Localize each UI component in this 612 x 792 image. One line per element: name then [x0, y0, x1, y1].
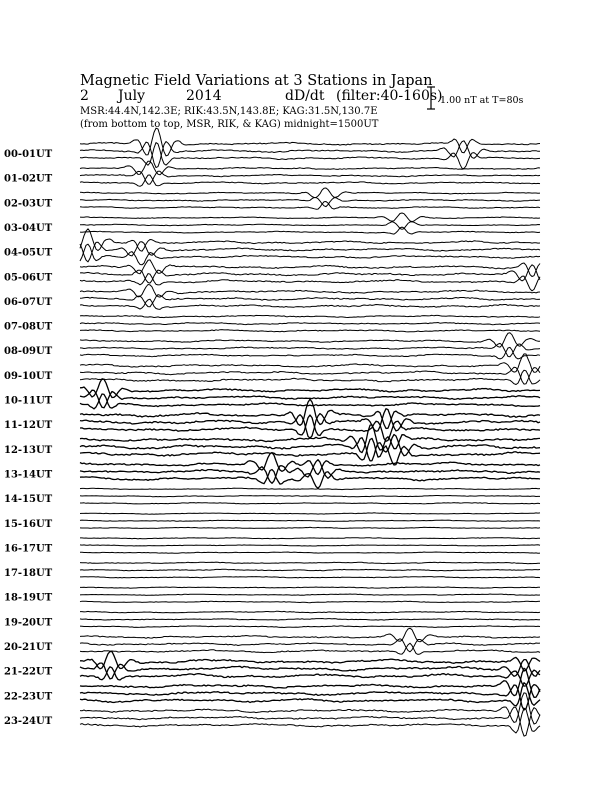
- trace-kag-18-19ut: [80, 587, 540, 588]
- trace-kag-00-01ut: [80, 128, 540, 156]
- hour-label: 20-21UT: [4, 642, 53, 653]
- hour-label: 07-08UT: [4, 321, 53, 333]
- hour-label: 13-14UT: [4, 469, 53, 481]
- hour-label: 15-16UT: [4, 518, 53, 530]
- trace-msr-23-24ut: [80, 708, 540, 733]
- hour-label: 03-04UT: [4, 222, 53, 234]
- trace-kag-07-08ut: [80, 315, 540, 317]
- trace-msr-14-15ut: [80, 503, 540, 504]
- hour-label: 04-05UT: [4, 247, 53, 259]
- hour-label: 18-19UT: [4, 592, 53, 604]
- hour-label: 09-10UT: [4, 370, 53, 382]
- hour-label: 00-01UT: [4, 149, 53, 160]
- hour-label: 08-09UT: [4, 346, 53, 358]
- hour-label: 01-02UT: [4, 173, 53, 185]
- trace-msr-07-08ut: [80, 330, 540, 332]
- trace-rik-01-02ut: [80, 171, 540, 184]
- hour-label: 11-12UT: [4, 420, 53, 432]
- trace-rik-06-07ut: [80, 295, 540, 307]
- hour-label: 10-11UT: [4, 395, 53, 407]
- trace-msr-16-17ut: [80, 552, 540, 553]
- trace-msr-10-11ut: [80, 394, 540, 409]
- hour-label: 05-06UT: [4, 272, 53, 284]
- trace-kag-20-21ut: [80, 628, 540, 642]
- trace-rik-22-23ut: [80, 685, 540, 710]
- trace-kag-19-20ut: [80, 611, 540, 613]
- trace-rik-07-08ut: [80, 323, 540, 325]
- trace-kag-06-07ut: [80, 285, 540, 298]
- date-day: 2: [80, 88, 89, 104]
- trace-rik-18-19ut: [80, 594, 540, 595]
- trace-rik-20-21ut: [80, 639, 540, 652]
- hour-label: 14-15UT: [4, 494, 53, 506]
- filter-label: (filter:40-160s): [336, 88, 443, 104]
- trace-rik-03-04ut: [80, 222, 540, 230]
- hour-label: 16-17UT: [4, 543, 53, 555]
- trace-group: [80, 128, 540, 736]
- chart-header: [80, 73, 524, 130]
- hour-labels: [4, 149, 53, 727]
- trace-kag-02-03ut: [80, 188, 540, 198]
- hour-label: 19-20UT: [4, 617, 53, 629]
- trace-kag-03-04ut: [80, 213, 540, 222]
- trace-kag-15-16ut: [80, 513, 540, 515]
- trace-rik-16-17ut: [80, 545, 540, 546]
- trace-rik-14-15ut: [80, 496, 540, 497]
- trace-kag-14-15ut: [80, 488, 540, 490]
- trace-rik-09-10ut: [80, 367, 540, 384]
- trace-msr-06-07ut: [80, 299, 540, 309]
- trace-kag-10-11ut: [80, 379, 540, 398]
- hour-label: 21-22UT: [4, 666, 53, 678]
- hour-label: 23-24UT: [4, 715, 53, 727]
- trace-msr-03-04ut: [80, 227, 540, 234]
- scale-bar-label: 1.00 nT at T=80s: [440, 95, 524, 106]
- trace-msr-02-03ut: [80, 202, 540, 210]
- hour-label: 17-18UT: [4, 568, 53, 579]
- trace-kag-17-18ut: [80, 562, 540, 564]
- station-order-note: (from bottom to top, MSR, RIK, & KAG) midnight=1500UT: [80, 119, 379, 130]
- trace-msr-05-06ut: [80, 274, 540, 291]
- hour-label: 06-07UT: [4, 296, 53, 308]
- trace-msr-04-05ut: [80, 244, 540, 265]
- trace-msr-18-19ut: [80, 601, 540, 603]
- trace-rik-15-16ut: [80, 520, 540, 521]
- trace-rik-17-18ut: [80, 569, 540, 571]
- trace-kag-08-09ut: [80, 333, 540, 347]
- trace-msr-15-16ut: [80, 527, 540, 528]
- hour-label: 02-03UT: [4, 198, 53, 210]
- trace-rik-04-05ut: [80, 242, 540, 262]
- trace-rik-19-20ut: [80, 619, 540, 621]
- trace-msr-17-18ut: [80, 577, 540, 578]
- trace-msr-01-02ut: [80, 175, 540, 186]
- trace-rik-11-12ut: [80, 409, 540, 438]
- station-coordinates: MSR:44.4N,142.3E; RIK:43.5N,143.8E; KAG:31.5N,130.7E: [80, 106, 378, 117]
- trace-kag-16-17ut: [80, 538, 540, 539]
- chart-title: Magnetic Field Variations at 3 Stations in Japan: [80, 73, 433, 89]
- quantity-label: dD/dt: [285, 88, 325, 104]
- date-month: July: [118, 88, 146, 104]
- trace-rik-02-03ut: [80, 198, 540, 207]
- trace-msr-19-20ut: [80, 626, 540, 628]
- hour-label: 12-13UT: [4, 444, 53, 456]
- date-year: 2014: [186, 88, 222, 104]
- hour-label: 22-23UT: [4, 691, 53, 703]
